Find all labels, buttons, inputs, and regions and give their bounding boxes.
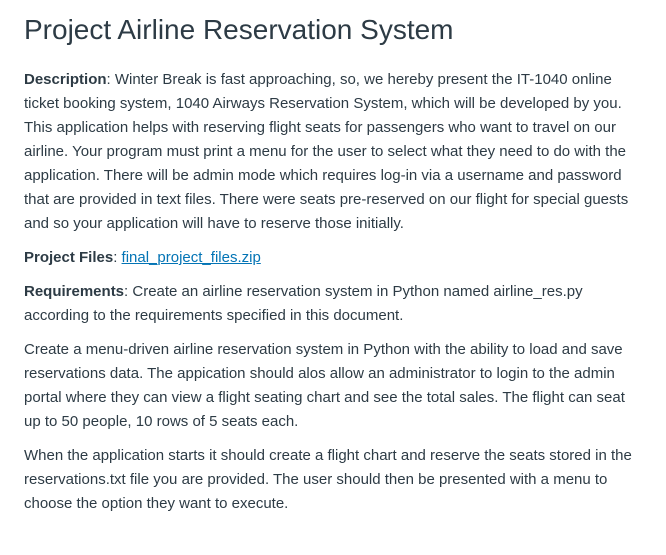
requirements-paragraph <box>24 280 644 328</box>
requirements-text: : Create an airline reservation system in Python named airline_res.py according to the requirements specified in this document. <box>24 283 583 324</box>
application-start-paragraph: When the application starts it should create a flight chart and reserve the seats stored in the reservations.txt file you are provided. The user should then be presented with a menu to choose the option they want to execute. <box>24 447 632 512</box>
page-title: Project Airline Reservation System <box>24 14 454 45</box>
project-files-download-link[interactable]: final_project_files.zip <box>121 249 261 266</box>
project-files-label: Project Files <box>24 249 114 266</box>
project-files-separator: : <box>113 249 122 266</box>
requirements-label: Requirements <box>24 283 125 300</box>
description-paragraph <box>24 68 644 236</box>
description-label: Description <box>24 71 107 88</box>
description-text: : Winter Break is fast approaching, so, we hereby present the IT-1040 online ticket booking system, 1040 Airways Reservation System, which will be developed by you. This application helps with reserving flight seats for passengers who want to travel on our airline. Your program must print a menu for the user to select what they need to do with the application. There will be admin mode which requires log-in via a username and password that are provided in text files. There were seats pre-reserved on our flight for special guests and so your application will have to reserve those initially. <box>24 71 629 232</box>
menu-driven-paragraph: Create a menu-driven airline reservation system in Python with the ability to load and save reservations data. The appication should alos allow an administrator to login to the admin portal where they can view a flight seating chart and see the total sales. The flight can seat up to 50 people, 10 rows of 5 seats each. <box>24 341 625 430</box>
project-files-paragraph <box>24 246 644 270</box>
